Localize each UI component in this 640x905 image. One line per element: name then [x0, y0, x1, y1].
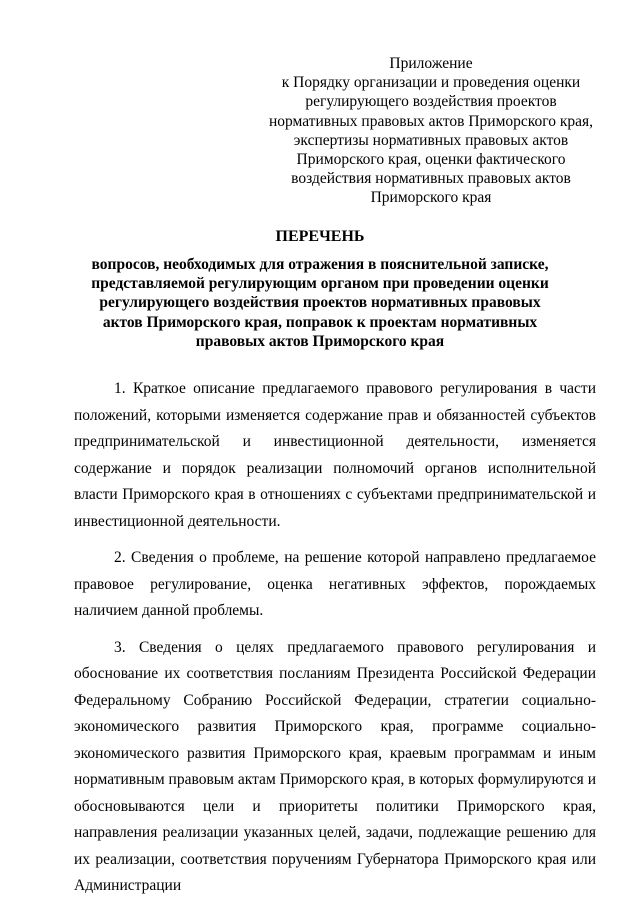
appendix-line: к Порядку организации и проведения оценки [281, 74, 581, 92]
appendix-line: регулирующего воздействия проектов [305, 93, 557, 111]
appendix-header [255, 54, 607, 208]
subtitle-line: правовых актов Приморского края [195, 332, 445, 350]
subtitle-line: регулирующего воздействия проектов нормативных правовых [99, 294, 541, 312]
document-subtitle [80, 255, 560, 351]
appendix-line: Приморского края [370, 189, 492, 207]
appendix-line: нормативных правовых актов Приморского края, [268, 112, 594, 130]
appendix-line: Приложение [389, 55, 473, 72]
appendix-line: Приморского края, оценки фактического [296, 151, 566, 169]
document-title: ПЕРЕЧЕНЬ [275, 228, 365, 245]
paragraph-3: 3. Сведения о целях предлагаемого правового регулирования и обоснование их соответствия посланиям Президента Российской Федерации Федеральному Собранию Российской Федерации, стратегии социально-экономического развития Приморского края, программе социально-экономического развития Приморского края, краевым программам и иным нормативным правовым актам Приморского края, в которых формулируются и обосновываются цели и приоритеты политики Приморского края, направления реализации указанных целей, задачи, подлежащие решению для их реализации, соответствия поручениям Губернатора Приморского края или Администрации [74, 638, 596, 894]
paragraph-1: 1. Краткое описание предлагаемого правового регулирования в части положений, которыми изменяется содержание прав и обязанностей субъектов предпринимательской и инвестиционной деятельности, изменяется содержание и порядок реализации полномочий органов исполнительной власти Приморского края в отношениях с субъектами предпринимательской и инвестиционной деятельности. [74, 380, 596, 530]
appendix-line: воздействия нормативных правовых актов [291, 170, 571, 188]
subtitle-line: представляемой регулирующим органом при проведении оценки [91, 275, 549, 293]
paragraph-2: 2. Сведения о проблеме, на решение которой направлено предлагаемое правовое регулирование, оценка негативных эффектов, порождаемых наличием данной проблемы. [74, 549, 596, 619]
document-body [74, 376, 596, 900]
subtitle-line: актов Приморского края, поправок к проектам нормативных [102, 313, 538, 331]
subtitle-line: вопросов, необходимых для отражения в пояснительной записке, [91, 256, 549, 273]
appendix-line: экспертизы нормативных правовых актов [293, 131, 569, 149]
